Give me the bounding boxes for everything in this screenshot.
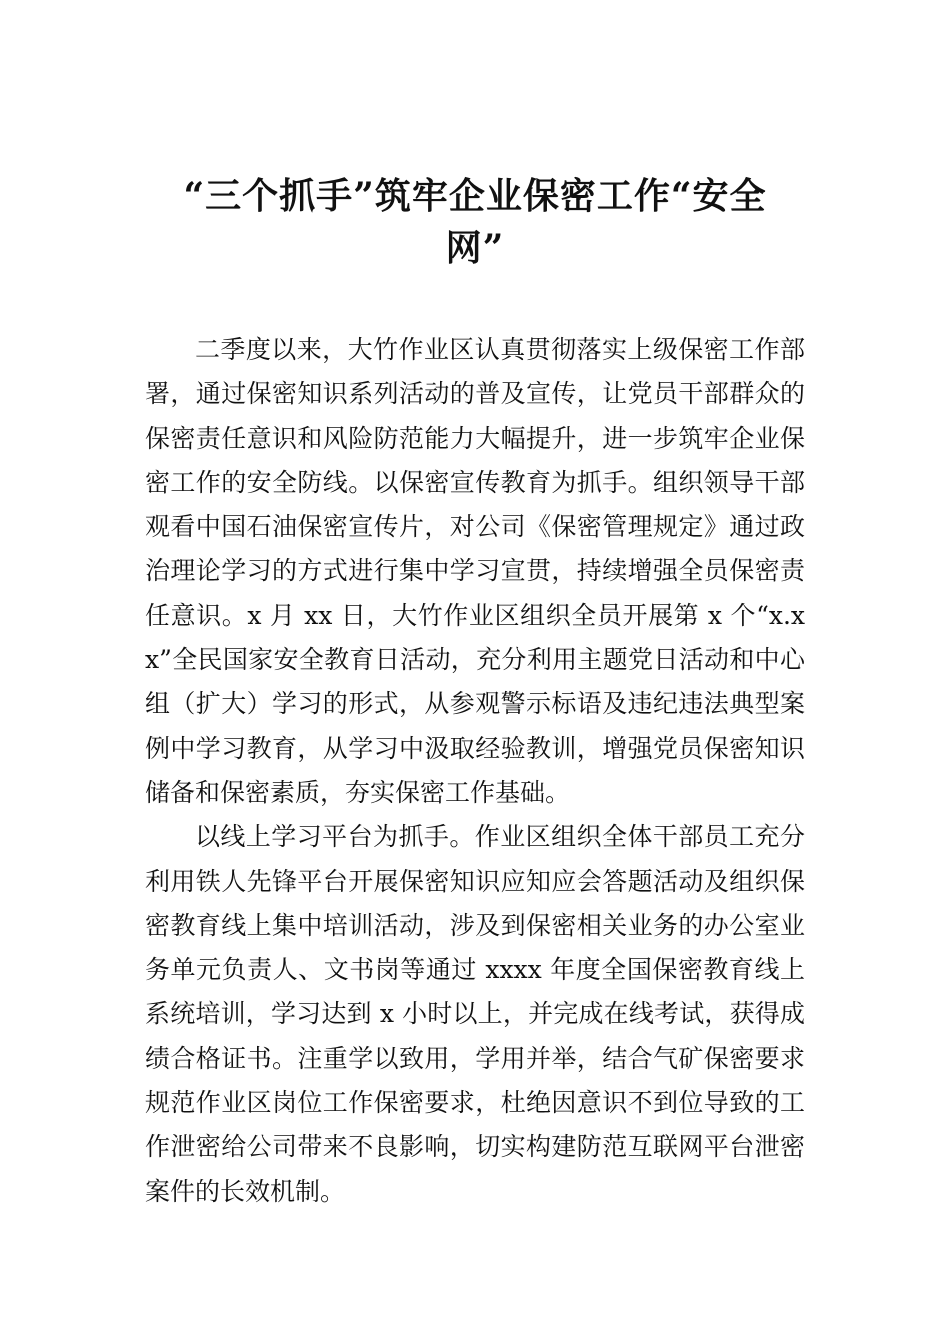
title-line-2: 网” [445, 227, 505, 269]
document-body [145, 328, 805, 1214]
paragraph-1: 二季度以来，大竹作业区认真贯彻落实上级保密工作部署，通过保密知识系列活动的普及宣传，让党员干部群众的保密责任意识和风险防范能力大幅提升，进一步筑牢企业保密工作的安全防线。以保密宣传教育为抓手。组织领导干部观看中国石油保密宣传片，对公司《保密管理规定》通过政治理论学习的方式进行集中学习宣贯，持续增强全员保密责任意识。x 月 xx 日，大竹作业区组织全员开展第 x 个“x.xx”全民国家安全教育日活动，充分利用主题党日活动和中心组（扩大）学习的形式，从参观警示标语及违纪违法典型案例中学习教育，从学习中汲取经验教训，增强党员保密知识储备和保密素质，夯实保密工作基础。 [145, 335, 805, 807]
paragraph-2: 以线上学习平台为抓手。作业区组织全体干部员工充分利用铁人先锋平台开展保密知识应知应会答题活动及组织保密教育线上集中培训活动，涉及到保密相关业务的办公室业务单元负责人、文书岗等通过 xxxx 年度全国保密教育线上系统培训，学习达到 x 小时以上，并完成在线考试，获得成绩合格证书。注重学以致用，学用并举，结合气矿保密要求规范作业区岗位工作保密要求，杜绝因意识不到位导致的工作泄密给公司带来不良影响，切实构建防范互联网平台泄密案件的长效机制。 [145, 822, 805, 1206]
title-line-1: “三个抓手”筑牢企业保密工作“安全 [183, 175, 767, 217]
document-title [140, 170, 810, 274]
